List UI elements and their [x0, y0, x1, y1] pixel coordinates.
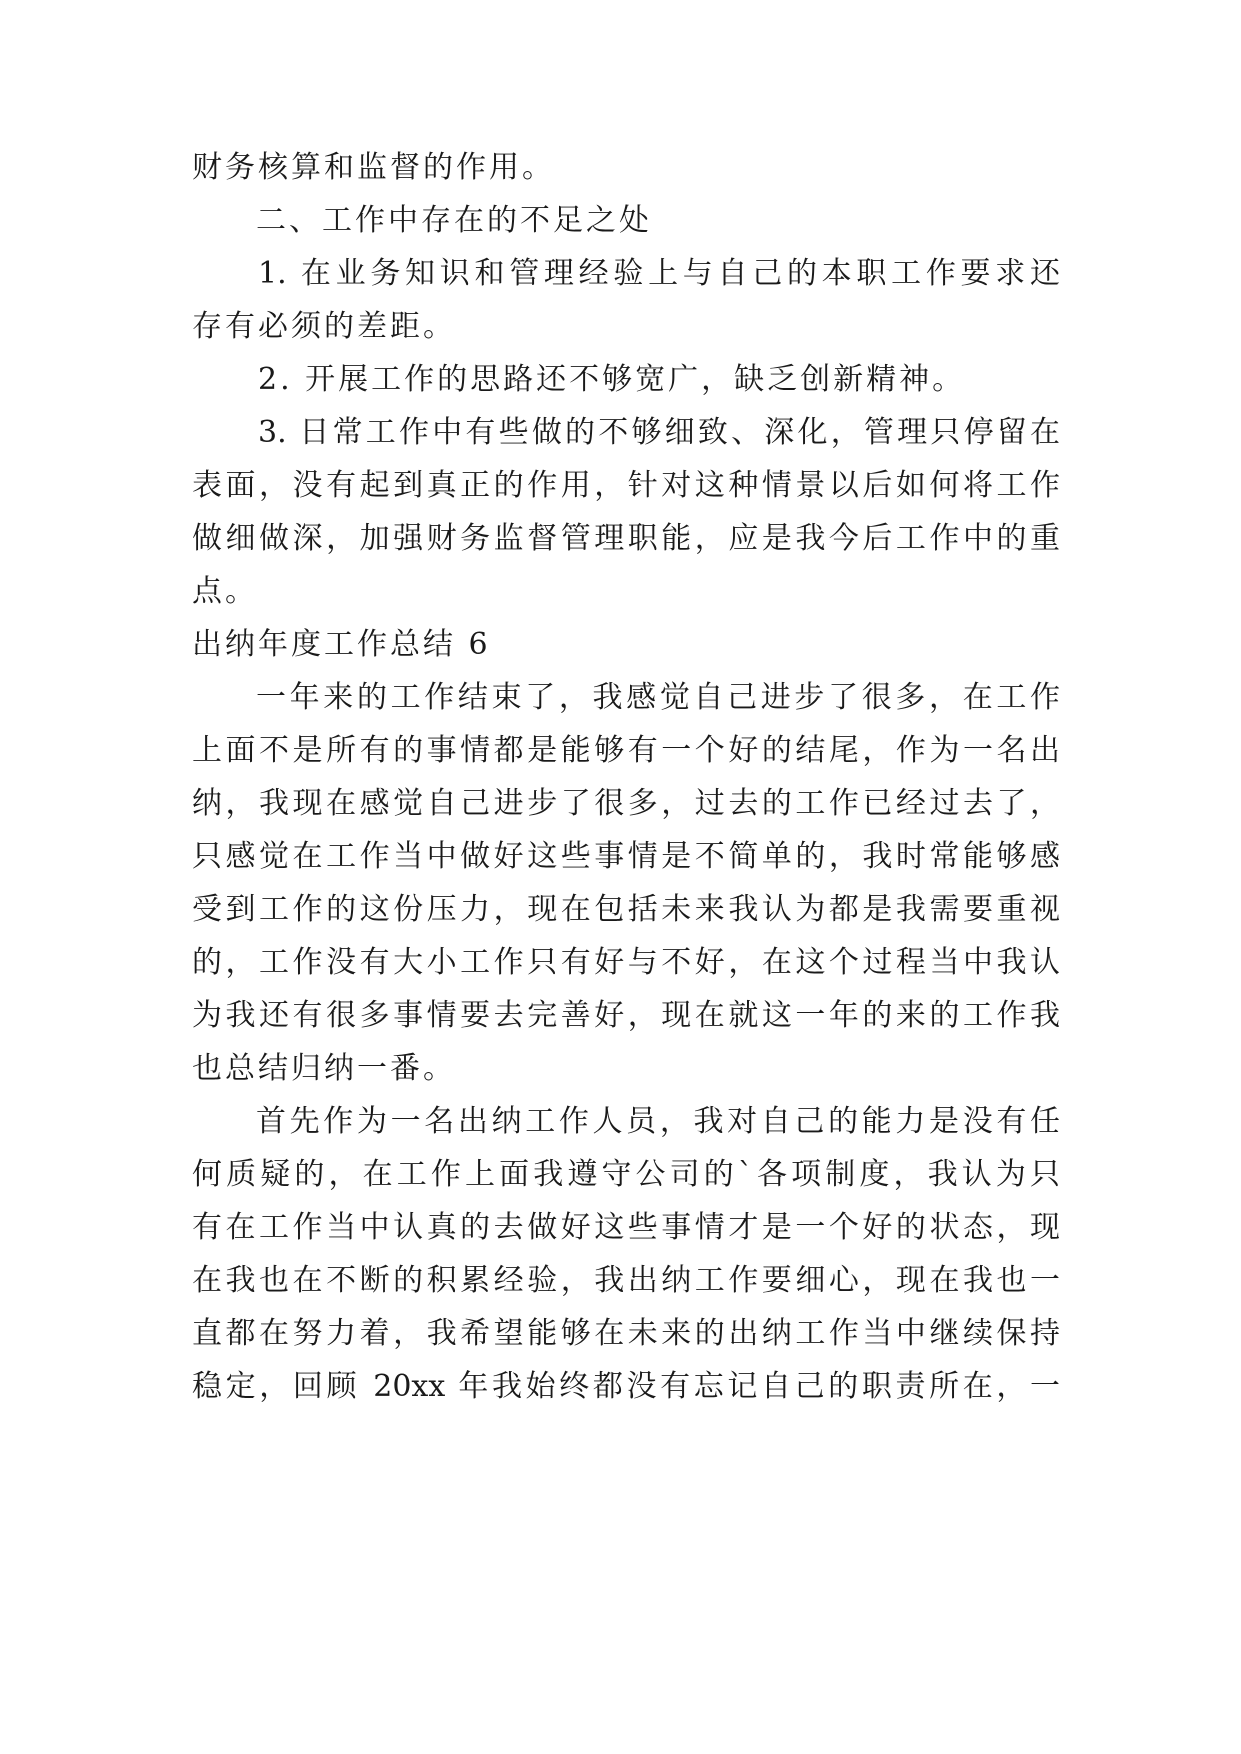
- list-item: 3. 日常工作中有些做的不够细致、深化，管理只停留在: [258, 415, 1060, 450]
- text-line: 存有必须的差距。: [192, 309, 456, 344]
- text-line: 的，工作没有大小工作只有好与不好，在这个过程当中我认: [192, 945, 1060, 980]
- paragraph-first-line: 一年来的工作结束了，我感觉自己进步了很多，在工作: [256, 680, 1060, 715]
- list-item: 1. 在业务知识和管理经验上与自己的本职工作要求还: [258, 256, 1060, 291]
- text-line: 为我还有很多事情要去完善好，现在就这一年的来的工作我: [192, 998, 1060, 1033]
- section-heading: 二、工作中存在的不足之处: [256, 203, 652, 238]
- list-item: 2. 开展工作的思路还不够宽广，缺乏创新精神。: [258, 362, 966, 397]
- text-line: 只感觉在工作当中做好这些事情是不简单的，我时常能够感: [192, 839, 1060, 874]
- text-line: 上面不是所有的事情都是能够有一个好的结尾，作为一名出: [192, 733, 1060, 768]
- text-line: 直都在努力着，我希望能够在未来的出纳工作当中继续保持: [192, 1316, 1060, 1351]
- paragraph-first-line: 首先作为一名出纳工作人员，我对自己的能力是没有任: [256, 1104, 1060, 1139]
- text-line: 有在工作当中认真的去做好这些事情才是一个好的状态，现: [192, 1210, 1060, 1245]
- text-line: 财务核算和监督的作用。: [192, 150, 555, 185]
- text-line: 何质疑的，在工作上面我遵守公司的`各项制度，我认为只: [192, 1157, 1060, 1192]
- text-line: 纳，我现在感觉自己进步了很多，过去的工作已经过去了，: [192, 786, 1060, 821]
- section-title: 出纳年度工作总结 6: [192, 627, 491, 662]
- text-line: 表面，没有起到真正的作用，针对这种情景以后如何将工作: [192, 468, 1060, 503]
- text-line: 受到工作的这份压力，现在包括未来我认为都是我需要重视: [192, 892, 1060, 927]
- text-line: 在我也在不断的积累经验，我出纳工作要细心，现在我也一: [192, 1263, 1060, 1298]
- text-line: 稳定，回顾 20xx 年我始终都没有忘记自己的职责所在，一: [192, 1369, 1060, 1404]
- text-line: 点。: [192, 574, 258, 609]
- text-line: 做细做深，加强财务监督管理职能，应是我今后工作中的重: [192, 521, 1060, 556]
- text-line: 也总结归纳一番。: [192, 1051, 456, 1086]
